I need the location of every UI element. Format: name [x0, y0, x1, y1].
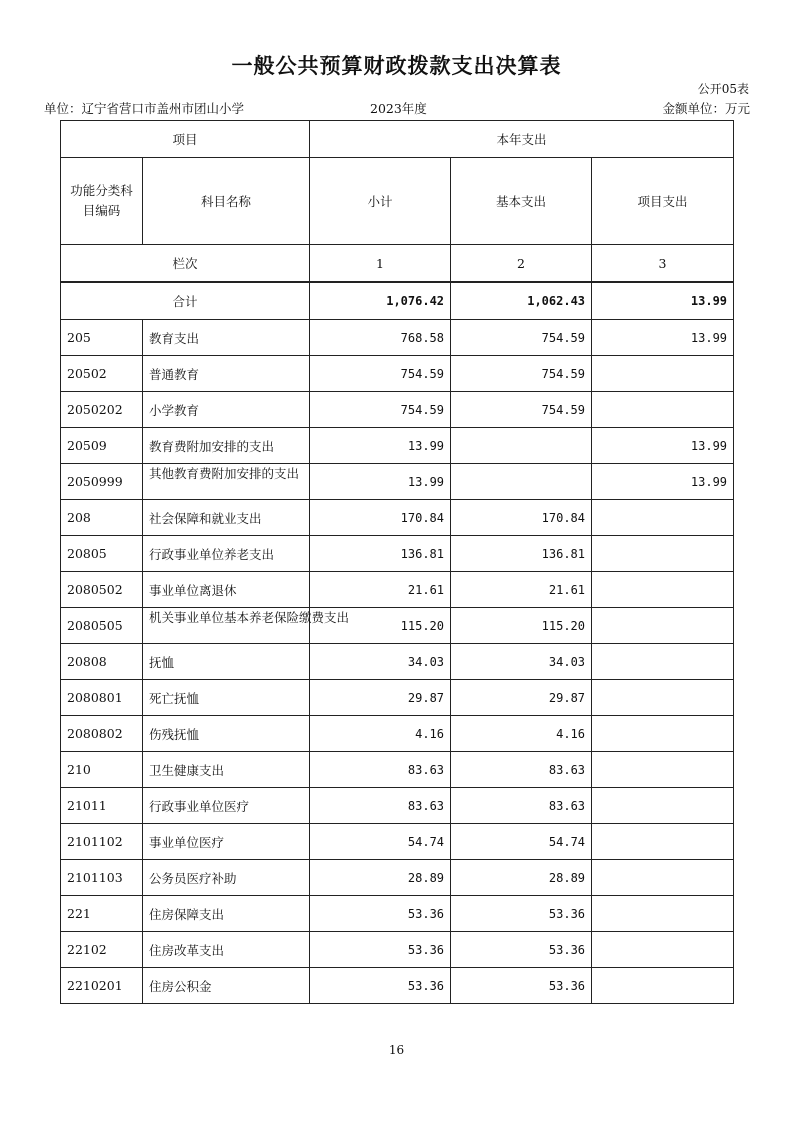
row-project: 13.99 [592, 464, 734, 500]
table-row [61, 464, 734, 500]
row-basic: 754.59 [451, 356, 592, 392]
column-index-label: 栏次 [61, 245, 310, 283]
row-basic [451, 428, 592, 464]
row-basic: 53.36 [451, 896, 592, 932]
table-row [61, 716, 734, 752]
row-subject-name: 教育支出 [143, 320, 310, 356]
row-project [592, 356, 734, 392]
row-project [592, 392, 734, 428]
row-subtotal: 34.03 [310, 644, 451, 680]
row-subject-name [143, 608, 350, 644]
total-project: 13.99 [592, 282, 734, 320]
row-subtotal: 170.84 [310, 500, 451, 536]
row-subject-name: 死亡抚恤 [143, 680, 310, 716]
total-basic: 1,062.43 [451, 282, 592, 320]
row-subject-name: 事业单位离退休 [143, 572, 310, 608]
row-code: 2080502 [61, 572, 143, 608]
header-row-2 [61, 158, 734, 245]
row-subject-name: 公务员医疗补助 [143, 860, 310, 896]
row-project [592, 752, 734, 788]
column-index-3: 3 [592, 245, 734, 283]
row-subtotal: 115.20 [310, 608, 451, 644]
expenditure-table [60, 120, 734, 1004]
table-row [61, 644, 734, 680]
row-subtotal: 54.74 [310, 824, 451, 860]
row-subject-name: 伤残抚恤 [143, 716, 310, 752]
table-row [61, 500, 734, 536]
table-row [61, 320, 734, 356]
row-subject-name: 社会保障和就业支出 [143, 500, 310, 536]
table-row [61, 536, 734, 572]
row-code: 2080801 [61, 680, 143, 716]
row-subject-name: 卫生健康支出 [143, 752, 310, 788]
row-code: 2080802 [61, 716, 143, 752]
row-subject-name [143, 464, 310, 500]
row-subject-name: 事业单位医疗 [143, 824, 310, 860]
row-subtotal: 4.16 [310, 716, 451, 752]
row-subtotal: 13.99 [310, 464, 451, 500]
row-project [592, 824, 734, 860]
row-basic: 4.16 [451, 716, 592, 752]
row-basic [451, 464, 592, 500]
row-project [592, 680, 734, 716]
header-basic: 基本支出 [451, 158, 592, 245]
row-project [592, 716, 734, 752]
table-row [61, 356, 734, 392]
header-subject-name: 科目名称 [143, 158, 310, 245]
row-subject-name: 住房改革支出 [143, 932, 310, 968]
row-subject-name-text: 机关事业单位基本养老保险缴费支出 [149, 610, 350, 625]
header-row-1 [61, 121, 734, 158]
table-row [61, 680, 734, 716]
total-subtotal: 1,076.42 [310, 282, 451, 320]
row-project [592, 860, 734, 896]
row-basic: 754.59 [451, 392, 592, 428]
row-subtotal: 768.58 [310, 320, 451, 356]
row-project: 13.99 [592, 428, 734, 464]
table-row [61, 932, 734, 968]
table-row [61, 572, 734, 608]
header-project: 项目支出 [592, 158, 734, 245]
form-number: 公开05表 [697, 82, 749, 96]
row-subtotal: 13.99 [310, 428, 451, 464]
row-code: 2080505 [61, 608, 143, 644]
meta-line [44, 99, 750, 117]
row-basic: 53.36 [451, 968, 592, 1004]
table-row [61, 860, 734, 896]
row-basic: 53.36 [451, 932, 592, 968]
row-code: 205 [61, 320, 143, 356]
table-row [61, 968, 734, 1004]
row-project [592, 932, 734, 968]
row-subtotal: 29.87 [310, 680, 451, 716]
unit-label: 单位：辽宁省营口市盖州市团山小学 [44, 101, 245, 116]
row-subject-name: 教育费附加安排的支出 [143, 428, 310, 464]
row-code: 210 [61, 752, 143, 788]
document-title: 一般公共预算财政拨款支出决算表 [231, 54, 562, 78]
column-index-1: 1 [310, 245, 451, 283]
table-row [61, 752, 734, 788]
row-basic: 115.20 [451, 608, 592, 644]
row-subtotal: 53.36 [310, 932, 451, 968]
row-subject-name: 住房保障支出 [143, 896, 310, 932]
row-basic: 34.03 [451, 644, 592, 680]
row-code: 2050202 [61, 392, 143, 428]
row-code: 208 [61, 500, 143, 536]
table-row [61, 428, 734, 464]
row-code: 20502 [61, 356, 143, 392]
row-subject-name: 行政事业单位养老支出 [143, 536, 310, 572]
page-number: 16 [388, 1043, 405, 1057]
row-project [592, 500, 734, 536]
total-row [61, 282, 734, 320]
row-project [592, 608, 734, 644]
table-row [61, 608, 734, 644]
row-code: 21011 [61, 788, 143, 824]
row-subject-name: 住房公积金 [143, 968, 310, 1004]
row-basic: 29.87 [451, 680, 592, 716]
row-code: 20805 [61, 536, 143, 572]
row-subject-name: 抚恤 [143, 644, 310, 680]
row-project [592, 968, 734, 1004]
total-label: 合计 [61, 282, 310, 320]
row-basic: 28.89 [451, 860, 592, 896]
row-basic: 83.63 [451, 752, 592, 788]
row-code: 2101102 [61, 824, 143, 860]
header-subtotal: 小计 [310, 158, 451, 245]
header-item: 项目 [61, 121, 310, 158]
column-index-2: 2 [451, 245, 592, 283]
row-basic: 170.84 [451, 500, 592, 536]
row-subject-name: 小学教育 [143, 392, 310, 428]
row-subtotal: 136.81 [310, 536, 451, 572]
table-row [61, 788, 734, 824]
row-project [592, 536, 734, 572]
row-project [592, 572, 734, 608]
row-project [592, 644, 734, 680]
row-project: 13.99 [592, 320, 734, 356]
row-code: 2050999 [61, 464, 143, 500]
row-subtotal: 754.59 [310, 392, 451, 428]
row-basic: 83.63 [451, 788, 592, 824]
row-subject-name: 普通教育 [143, 356, 310, 392]
row-project [592, 896, 734, 932]
header-func-code: 功能分类科目编码 [61, 158, 143, 245]
row-subtotal: 53.36 [310, 896, 451, 932]
row-subtotal: 21.61 [310, 572, 451, 608]
row-code: 2101103 [61, 860, 143, 896]
money-unit-label: 金额单位：万元 [662, 101, 750, 116]
row-subject-name-text: 其他教育费附加安排的支出 [149, 466, 300, 481]
row-code: 221 [61, 896, 143, 932]
column-index-row [61, 245, 734, 283]
row-subtotal: 83.63 [310, 752, 451, 788]
row-basic: 754.59 [451, 320, 592, 356]
year-label: 2023年度 [370, 101, 427, 116]
table-row [61, 392, 734, 428]
row-basic: 21.61 [451, 572, 592, 608]
row-code: 22102 [61, 932, 143, 968]
table-row [61, 824, 734, 860]
row-basic: 54.74 [451, 824, 592, 860]
row-subtotal: 754.59 [310, 356, 451, 392]
row-code: 20509 [61, 428, 143, 464]
table-row [61, 896, 734, 932]
row-subtotal: 28.89 [310, 860, 451, 896]
row-subtotal: 83.63 [310, 788, 451, 824]
row-basic: 136.81 [451, 536, 592, 572]
row-code: 2210201 [61, 968, 143, 1004]
header-current-year: 本年支出 [310, 121, 734, 158]
row-code: 20808 [61, 644, 143, 680]
row-project [592, 788, 734, 824]
row-subject-name: 行政事业单位医疗 [143, 788, 310, 824]
row-subtotal: 53.36 [310, 968, 451, 1004]
